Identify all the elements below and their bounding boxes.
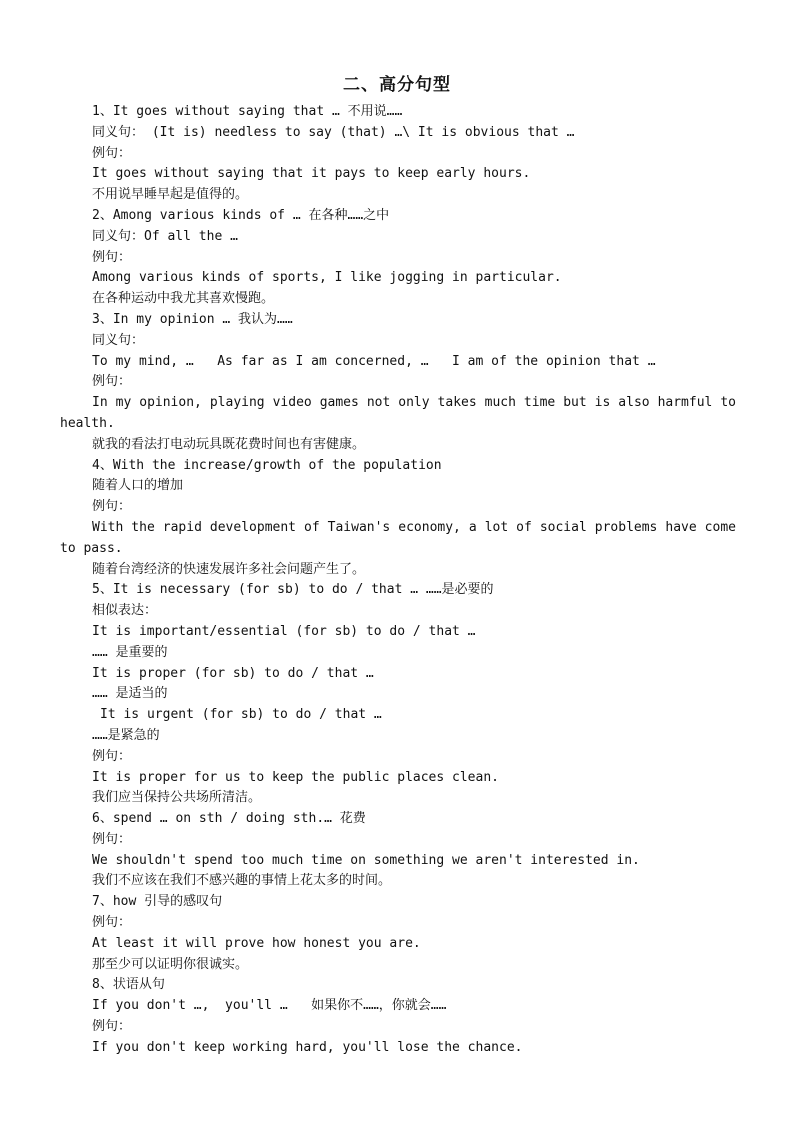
example-sentence: At least it will prove how honest you are. [92, 935, 421, 951]
item-2-heading: 2、Among various kinds of … 在各种……之中 [92, 207, 390, 223]
example-translation: 我们不应该在我们不感兴趣的事情上花太多的时间。 [92, 873, 392, 889]
item-5-heading: 5、It is necessary (for sb) to do / that … ……是必要的 [92, 582, 494, 598]
example-label: 例句： [92, 915, 132, 931]
synonym-line: 同义句： (It is) needless to say (that) …\ It is obvious that … [92, 124, 575, 140]
example-translation: 不用说早睡早起是值得的。 [92, 187, 249, 203]
item-3-heading: 3、In my opinion … 我认为…… [92, 311, 293, 327]
similar-expression: It is proper (for sb) to do / that … [92, 665, 374, 681]
pattern-line: If you don't …, you'll … 如果你不……，你就会…… [92, 998, 447, 1014]
example-label: 例句： [92, 499, 132, 515]
example-translation: 就我的看法打电动玩具既花费时间也有害健康。 [92, 436, 366, 452]
document-body [60, 102, 736, 1059]
example-label: 例句： [92, 374, 132, 390]
example-label: 例句： [92, 748, 132, 764]
item-1-heading: 1、It goes without saying that … 不用说…… [92, 104, 403, 119]
item-7-heading: 7、how 引导的感叹句 [92, 894, 223, 910]
synonym-label: 同义句： [92, 332, 145, 348]
example-label: 例句： [92, 249, 132, 265]
example-sentence: In my opinion, playing video games not only takes much time but is also harmful to health. [60, 395, 736, 431]
similar-expression: It is urgent (for sb) to do / that … [100, 707, 382, 723]
example-sentence: Among various kinds of sports, I like jogging in particular. [92, 270, 562, 286]
section-title: 二、高分句型 [343, 75, 451, 95]
example-sentence: We shouldn't spend too much time on something we aren't interested in. [92, 852, 640, 868]
similar-expression-label: 相似表达： [92, 603, 158, 619]
similar-expression-meaning: …… 是适当的 [92, 686, 168, 702]
example-label: 例句： [92, 831, 132, 847]
item-4-heading: 4、With the increase/growth of the population [92, 457, 442, 473]
synonym-line: To my mind, … As far as I am concerned, … I am of the opinion that … [92, 353, 656, 369]
example-translation: 随着台湾经济的快速发展许多社会问题产生了。 [92, 561, 366, 577]
example-label: 例句： [92, 145, 132, 161]
item-4-meaning: 随着人口的增加 [92, 478, 184, 494]
similar-expression: It is important/essential (for sb) to do / that … [92, 623, 476, 639]
example-translation: 我们应当保持公共场所清洁。 [92, 790, 262, 806]
example-label: 例句： [92, 1019, 132, 1035]
item-6-heading: 6、spend … on sth / doing sth.… 花费 [92, 811, 366, 827]
example-sentence: It is proper for us to keep the public places clean. [92, 769, 499, 785]
synonym-line: 同义句：Of all the … [92, 228, 238, 244]
example-translation: 那至少可以证明你很诚实。 [92, 956, 249, 972]
similar-expression-meaning: ……是紧急的 [92, 727, 160, 743]
similar-expression-meaning: …… 是重要的 [92, 644, 168, 660]
item-8-heading: 8、状语从句 [92, 977, 165, 993]
example-sentence: It goes without saying that it pays to keep early hours. [92, 166, 531, 182]
example-sentence: With the rapid development of Taiwan's economy, a lot of social problems have come to pass. [60, 519, 736, 556]
example-sentence: If you don't keep working hard, you'll lose the chance. [92, 1039, 523, 1055]
example-translation: 在各种运动中我尤其喜欢慢跑。 [92, 291, 275, 307]
